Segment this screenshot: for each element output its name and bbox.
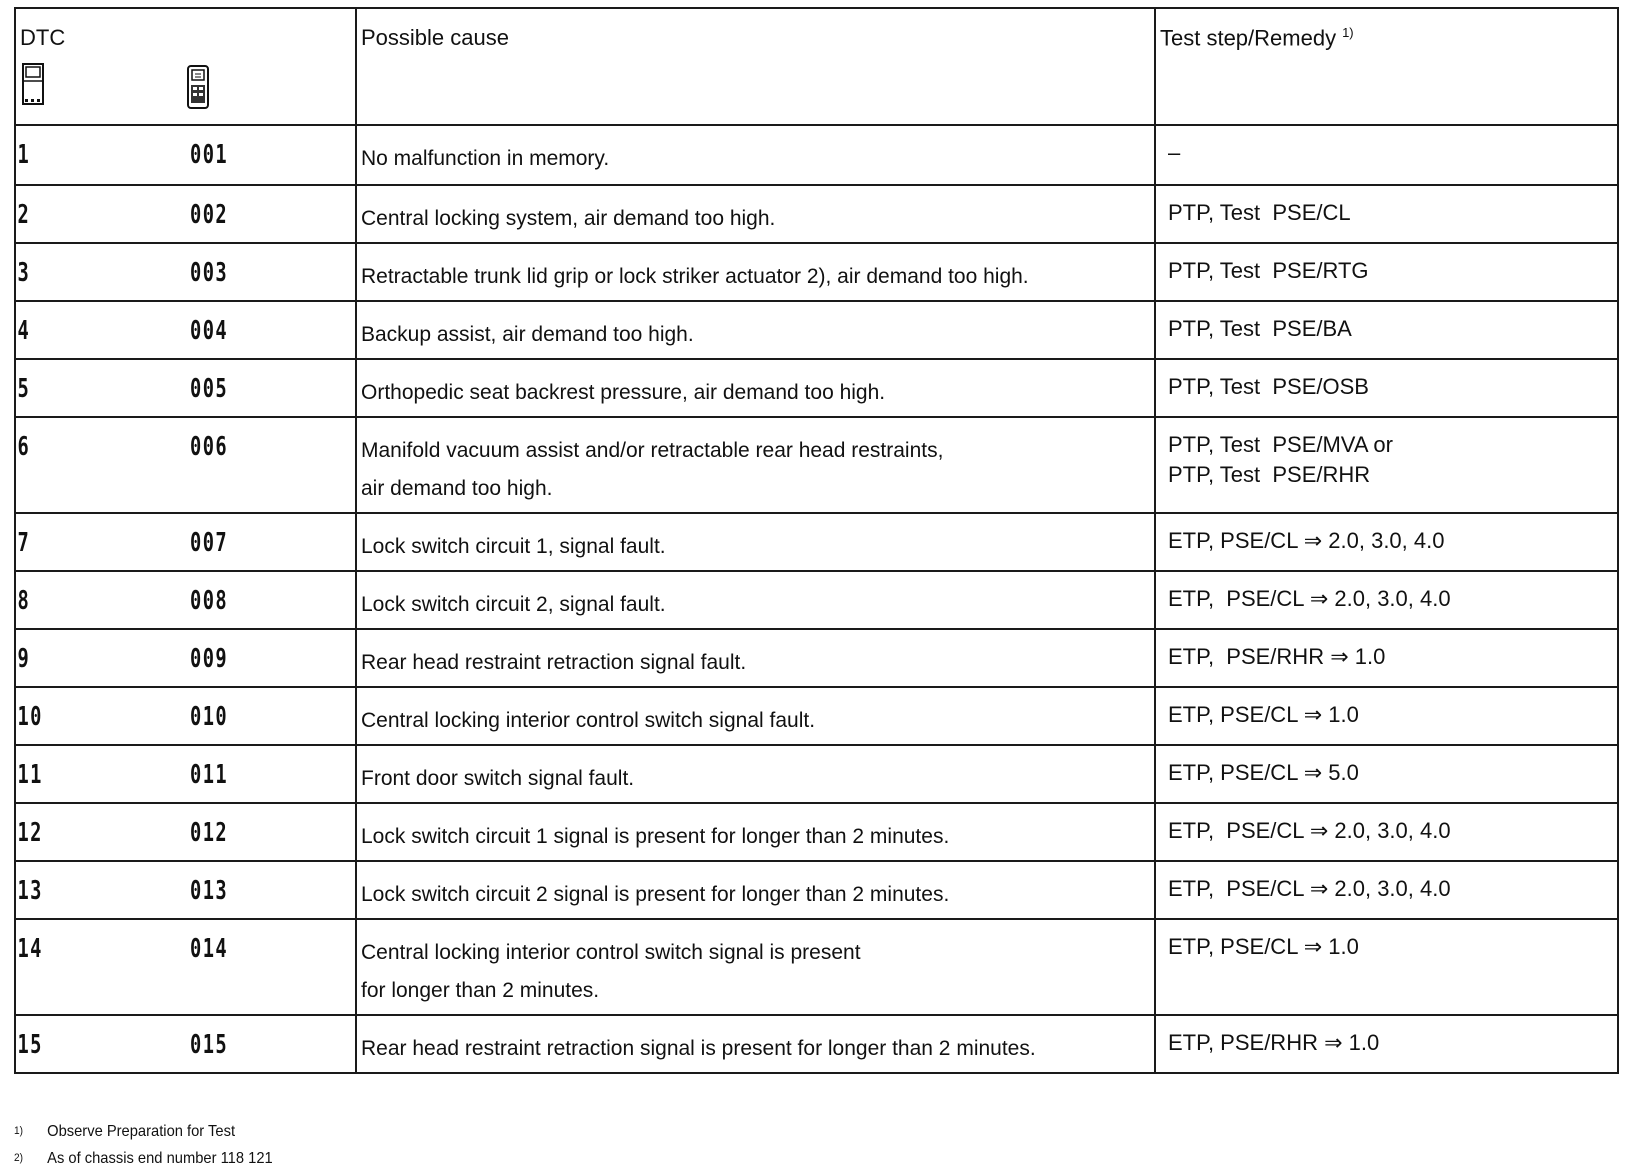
- remedy-line: PTP, Test PSE/MVA or: [1168, 432, 1393, 457]
- dtc-cell: [15, 687, 356, 745]
- cause-line: Central locking system, air demand too high.: [361, 207, 776, 230]
- dtc-code: 006: [190, 432, 229, 462]
- cause-line: air demand too high.: [361, 477, 553, 500]
- possible-cause-header: [356, 8, 1155, 125]
- remedy-cell: [1155, 861, 1618, 919]
- cause-line: Front door switch signal fault.: [361, 767, 635, 790]
- table-row: [15, 571, 1618, 629]
- dtc-number: 4: [17, 316, 31, 346]
- remedy-line: PTP, Test PSE/BA: [1168, 316, 1352, 341]
- remedy-line: PTP, Test PSE/RTG: [1168, 258, 1369, 283]
- remedy-cell: [1155, 687, 1618, 745]
- remedy-line: ETP, PSE/CL ⇒ 2.0, 3.0, 4.0: [1168, 528, 1445, 553]
- remedy-line: ETP, PSE/CL ⇒ 2.0, 3.0, 4.0: [1168, 876, 1451, 901]
- table-header-row: [15, 8, 1618, 125]
- possible-cause-cell: [356, 1015, 1155, 1073]
- dtc-code: 010: [190, 702, 229, 732]
- dtc-cell: [15, 571, 356, 629]
- cause-line: Rear head restraint retraction signal fault.: [361, 651, 747, 674]
- table-row: [15, 513, 1618, 571]
- footnote-text: Observe Preparation for Test: [47, 1123, 236, 1140]
- remedy-cell: [1155, 359, 1618, 417]
- dtc-code: 015: [190, 1030, 229, 1060]
- remedy-cell: [1155, 571, 1618, 629]
- table-row: [15, 125, 1618, 185]
- remedy-line: ETP, PSE/CL ⇒ 2.0, 3.0, 4.0: [1168, 586, 1451, 611]
- dtc-cell: [15, 513, 356, 571]
- dtc-cell: [15, 919, 356, 1015]
- dtc-number: 15: [17, 1030, 43, 1060]
- dtc-cell: [15, 359, 356, 417]
- dtc-number: 10: [17, 702, 43, 732]
- dtc-cell: [15, 745, 356, 803]
- possible-cause-cell: [356, 513, 1155, 571]
- remedy-cell: [1155, 513, 1618, 571]
- remedy-header-label: Test step/Remedy: [1160, 25, 1337, 51]
- dtc-code: 012: [190, 818, 229, 848]
- dtc-cell: [15, 301, 356, 359]
- possible-cause-cell: [356, 629, 1155, 687]
- remedy-cell: [1155, 125, 1618, 185]
- footnote-text: As of chassis end number 118 121: [47, 1150, 273, 1167]
- footnotes: [14, 1118, 273, 1172]
- dtc-cell: [15, 803, 356, 861]
- cause-line: Backup assist, air demand too high.: [361, 323, 694, 346]
- table-row: [15, 185, 1618, 243]
- cause-line: Lock switch circuit 1, signal fault.: [361, 535, 666, 558]
- dtc-code: 014: [190, 934, 229, 964]
- remedy-cell: [1155, 1015, 1618, 1073]
- dtc-code: 009: [190, 644, 229, 674]
- possible-cause-cell: [356, 417, 1155, 513]
- possible-cause-cell: [356, 185, 1155, 243]
- dtc-cell: [15, 125, 356, 185]
- remedy-line: PTP, Test PSE/OSB: [1168, 374, 1369, 399]
- dtc-number: 3: [17, 258, 31, 288]
- dtc-code: 011: [190, 760, 229, 790]
- dtc-cell: [15, 243, 356, 301]
- cause-line: Manifold vacuum assist and/or retractable rear head restraints,: [361, 439, 944, 462]
- remedy-cell: [1155, 803, 1618, 861]
- dtc-number: 6: [17, 432, 31, 462]
- possible-cause-cell: [356, 803, 1155, 861]
- remedy-line: –: [1168, 140, 1181, 165]
- dtc-code: 004: [190, 316, 229, 346]
- footnote-mark: 2): [14, 1152, 23, 1164]
- remedy-line: ETP, PSE/CL ⇒ 2.0, 3.0, 4.0: [1168, 818, 1451, 843]
- remedy-cell: [1155, 185, 1618, 243]
- table-row: [15, 1015, 1618, 1073]
- dtc-cell: [15, 417, 356, 513]
- dtc-number: 14: [17, 934, 43, 964]
- footnote: [14, 1118, 273, 1145]
- dtc-cell: [15, 861, 356, 919]
- cause-line: Lock switch circuit 2, signal fault.: [361, 593, 666, 616]
- table-row: [15, 919, 1618, 1015]
- possible-cause-cell: [356, 687, 1155, 745]
- possible-cause-cell: [356, 571, 1155, 629]
- remedy-cell: [1155, 629, 1618, 687]
- possible-cause-cell: [356, 745, 1155, 803]
- dtc-number: 13: [17, 876, 43, 906]
- remedy-line: ETP, PSE/CL ⇒ 1.0: [1168, 702, 1359, 727]
- dtc-code: 002: [190, 200, 229, 230]
- cause-line: Central locking interior control switch signal is present: [361, 941, 861, 964]
- remedy-header: [1155, 8, 1618, 125]
- table-row: [15, 301, 1618, 359]
- dtc-code: 005: [190, 374, 229, 404]
- remedy-footnote-ref: 1): [1342, 25, 1354, 40]
- dtc-number: 8: [17, 586, 31, 616]
- dtc-code: 001: [190, 140, 229, 170]
- dtc-code: 008: [190, 586, 229, 616]
- handheld-tester-icon: [186, 65, 210, 109]
- dtc-cell: [15, 185, 356, 243]
- cause-line: Lock switch circuit 1 signal is present for longer than 2 minutes.: [361, 825, 950, 848]
- dtc-cell: [15, 629, 356, 687]
- remedy-line: PTP, Test PSE/RHR: [1168, 462, 1371, 487]
- remedy-cell: [1155, 919, 1618, 1015]
- table-row: [15, 629, 1618, 687]
- dtc-number: 9: [17, 644, 31, 674]
- cause-line: Retractable trunk lid grip or lock striker actuator 2), air demand too high.: [361, 265, 1029, 288]
- dtc-code: 007: [190, 528, 229, 558]
- remedy-cell: [1155, 417, 1618, 513]
- dtc-code: 003: [190, 258, 229, 288]
- possible-cause-cell: [356, 919, 1155, 1015]
- cause-line: Orthopedic seat backrest pressure, air demand too high.: [361, 381, 886, 404]
- possible-cause-cell: [356, 861, 1155, 919]
- possible-cause-cell: [356, 243, 1155, 301]
- remedy-cell: [1155, 243, 1618, 301]
- cause-line: Rear head restraint retraction signal is present for longer than 2 minutes.: [361, 1037, 1036, 1060]
- dtc-number: 12: [17, 818, 43, 848]
- dtc-table: [14, 7, 1619, 1074]
- dtc-number: 5: [17, 374, 31, 404]
- cause-line: Lock switch circuit 2 signal is present for longer than 2 minutes.: [361, 883, 950, 906]
- dtc-number: 11: [17, 760, 43, 790]
- remedy-cell: [1155, 745, 1618, 803]
- table-row: [15, 861, 1618, 919]
- dtc-cell: [15, 1015, 356, 1073]
- possible-cause-cell: [356, 301, 1155, 359]
- remedy-cell: [1155, 301, 1618, 359]
- dtc-header-label: DTC: [20, 25, 66, 50]
- remedy-line: ETP, PSE/RHR ⇒ 1.0: [1168, 644, 1386, 669]
- table-row: [15, 243, 1618, 301]
- table-row: [15, 417, 1618, 513]
- cause-line: for longer than 2 minutes.: [361, 979, 600, 1002]
- footnote-mark: 1): [14, 1125, 23, 1137]
- remedy-line: PTP, Test PSE/CL: [1168, 200, 1351, 225]
- dtc-number: 7: [17, 528, 31, 558]
- remedy-line: ETP, PSE/RHR ⇒ 1.0: [1168, 1030, 1380, 1055]
- dtc-code: 013: [190, 876, 229, 906]
- possible-cause-cell: [356, 125, 1155, 185]
- dtc-number: 1: [17, 140, 31, 170]
- footnote: [14, 1145, 273, 1172]
- table-row: [15, 359, 1618, 417]
- remedy-line: ETP, PSE/CL ⇒ 1.0: [1168, 934, 1359, 959]
- table-body: [15, 125, 1618, 1073]
- dtc-number: 2: [17, 200, 31, 230]
- table-row: [15, 687, 1618, 745]
- cause-line: No malfunction in memory.: [361, 147, 610, 170]
- control-module-display-icon: [22, 63, 44, 105]
- table-row: [15, 745, 1618, 803]
- possible-cause-cell: [356, 359, 1155, 417]
- table-row: [15, 803, 1618, 861]
- dtc-header: [15, 8, 356, 125]
- cause-line: Central locking interior control switch signal fault.: [361, 709, 816, 732]
- possible-cause-header-label: Possible cause: [361, 25, 509, 50]
- remedy-line: ETP, PSE/CL ⇒ 5.0: [1168, 760, 1359, 785]
